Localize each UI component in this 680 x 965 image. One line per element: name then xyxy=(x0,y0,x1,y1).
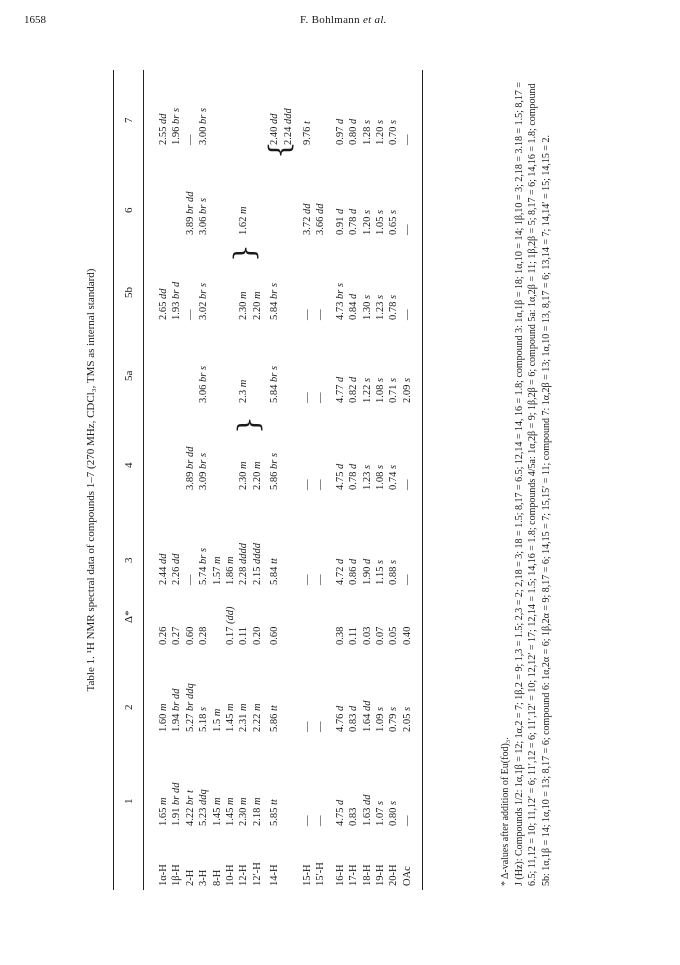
running-head-et-al: et al. xyxy=(362,14,387,26)
table-cell: — xyxy=(302,392,313,403)
table-cell: 0.70 s xyxy=(388,119,400,145)
table-cell: 2.26 dd xyxy=(171,553,183,585)
table-cell: 1.60 m xyxy=(158,703,169,732)
table-cell: 5.84 br s xyxy=(269,365,281,403)
row-label: 12′-H xyxy=(251,862,263,886)
table-cell: 1.15 s xyxy=(375,559,386,585)
table-cell: 9.76 t xyxy=(302,121,313,145)
row-label: 19-H xyxy=(375,864,386,886)
table-cell: 2.30 m xyxy=(238,291,250,320)
table-cell: 1.94 br dd xyxy=(171,688,183,732)
table-cell: 1.62 m xyxy=(238,206,250,235)
table-cell: — xyxy=(315,479,327,490)
table-cell: 0.40 xyxy=(401,626,413,645)
table-cell: 4.72 d xyxy=(334,558,346,585)
table-row xyxy=(211,70,224,890)
table-cell: 1.22 s xyxy=(361,377,373,403)
table-cell: 3.06 br s xyxy=(198,365,210,403)
table-cell: 2.09 s xyxy=(401,377,413,403)
footnote-coupling: J (Hz): Compounds 1/2: 1α,1β = 12; 1α,2 = 7; 1β,2 = 9; 1,3 = 1.5; 2,3 = 2; 2,18 = 3; 18 = 1.5; 8,17 = 6.5; 12,14 = 14, 16 = 1.8; compound 3: 1α,1β = 18; 1α,10 = 14; 1β,10 = 3; 2,18 = 3.18 = 1.5; 8,17 = 6.5; 11,12 = 10; 11,12′ = 6; 11′,12 = 6; 11′,12′ = 10; 12,12′ = 17; 12,14 = 1.5; 14,16 = 1.8; compounds 4/5a: 1α,2β = 9; 1β,2β = 6; compound 5a: 1α,2β = 11; 1β,2β = 5; 8,17 = 6; 14,16 = 1.8; compound 5b: 1α,1β = 14; 1α,10 = 13; 8,17 = 6; compound 6: 1α,2α = 6; 1β,2α = 9; 8,17 = 6; 14,15 = 7; 15,15′ = 11; compound 7: 1α,2β = 13; 1α,10 = 13, 8,17 = 6; 13,14 = 7; 14,14′ = 15; 14,15 = 2. xyxy=(513,81,552,886)
table-cell: 1.90 d xyxy=(361,558,373,585)
table-cell: 2.3 m xyxy=(238,379,250,403)
table-cell: 5.84 br s xyxy=(269,282,281,320)
table-cell: 0.26 xyxy=(158,626,169,645)
column-header: 6 xyxy=(123,207,135,213)
column-header: 5b xyxy=(123,287,135,298)
table-cell: 5.85 tt xyxy=(269,799,281,826)
table-cell: 1.64 dd xyxy=(361,700,373,732)
running-head xyxy=(300,14,387,26)
table-cell: 0.27 xyxy=(171,626,183,645)
table-cell: 1.65 m xyxy=(158,797,169,826)
table-cell: 0.86 d xyxy=(348,558,360,585)
table-cell: — xyxy=(184,574,196,585)
table-row xyxy=(282,70,295,890)
table-cell: 2.31 m xyxy=(238,703,250,732)
table-cell: 2.28 dddd xyxy=(238,543,250,585)
table-cell: 3.00 br s xyxy=(198,107,210,145)
table-cell: 3.09 br s xyxy=(198,452,210,490)
table-cell: 0.79 s xyxy=(388,706,400,732)
row-label: 12-H xyxy=(238,864,250,886)
table-cell: 4.22 br t xyxy=(184,790,196,826)
table-cell: 2.30 m xyxy=(238,461,250,490)
table-cell: 1.09 s xyxy=(375,706,386,732)
table-cell: 5.18 s xyxy=(198,706,210,732)
table-cell: 3.89 br dd xyxy=(184,446,196,490)
table-cell: 0.88 s xyxy=(388,559,400,585)
table-cell: 0.07 xyxy=(375,626,386,645)
table-row xyxy=(301,70,314,890)
table-cell: 0.83 xyxy=(348,807,360,826)
table-cell: 1.30 s xyxy=(361,294,373,320)
table-cell: 0.91 d xyxy=(334,208,346,235)
table-cell: 1.96 br s xyxy=(171,107,183,145)
row-label: 8-H xyxy=(211,869,223,886)
table-bottom-rule xyxy=(422,70,423,890)
table-cell: — xyxy=(401,479,413,490)
footnote-delta: * Δ-values after addition of Eu(fod)₃. xyxy=(500,737,511,886)
table-footnotes xyxy=(499,74,553,886)
table-cell: 5.27 br ddq xyxy=(184,683,196,732)
table-cell: — xyxy=(401,134,413,145)
table-row xyxy=(401,70,414,890)
table-cell: 0.38 xyxy=(334,626,346,645)
table-cell: 0.65 s xyxy=(388,209,400,235)
row-label: 2-H xyxy=(184,869,196,886)
brace-col7-14h: { xyxy=(263,141,297,159)
table-cell: 1.93 br d xyxy=(171,281,183,320)
table-cell: 0.17 (dd) xyxy=(225,606,236,645)
table-cell: 1.5 m xyxy=(211,708,223,732)
table-row xyxy=(184,70,197,890)
table-cell: 1.91 br dd xyxy=(171,782,183,826)
table-cell: — xyxy=(302,574,313,585)
table-row xyxy=(387,70,400,890)
column-header: 1 xyxy=(123,798,135,804)
table-cell: — xyxy=(184,134,196,145)
row-label: 1α-H xyxy=(158,864,169,886)
column-header: 7 xyxy=(123,117,135,123)
row-label: 20-H xyxy=(388,864,400,886)
table-cell: 1.08 s xyxy=(375,377,386,403)
table-cell: 1.08 s xyxy=(375,464,386,490)
table-cell: 0.11 xyxy=(238,627,250,645)
table-cell: 2.24 ddd xyxy=(282,108,294,145)
table-cell: 0.60 xyxy=(269,626,281,645)
table-cell: 5.86 br s xyxy=(269,452,281,490)
table-cell: 2.18 m xyxy=(251,797,263,826)
running-head-authors: F. Bohlmann xyxy=(300,14,360,26)
table-cell: — xyxy=(315,309,327,320)
table-cell: 1.28 s xyxy=(361,119,373,145)
table-cell: 1.45 m xyxy=(211,797,223,826)
table-cell: 1.20 s xyxy=(375,119,386,145)
row-label: OAc xyxy=(401,866,413,886)
rotated-table-block xyxy=(85,70,605,890)
row-label: 14-H xyxy=(269,864,281,886)
table-cell: 1.20 s xyxy=(361,209,373,235)
page-number: 1658 xyxy=(24,14,46,26)
table-cell: 1.86 m xyxy=(225,556,236,585)
table-cell: 3.06 br s xyxy=(198,197,210,235)
table-cell: 5.74 br s xyxy=(198,547,210,585)
table-cell: 0.20 xyxy=(251,626,263,645)
table-cell: — xyxy=(315,815,327,826)
row-label: 15′-H xyxy=(315,862,327,886)
column-header: 3 xyxy=(123,557,135,563)
table-cell: 0.84 d xyxy=(348,293,360,320)
table-row xyxy=(170,70,183,890)
table-cell: — xyxy=(302,479,313,490)
table-cell: 2.20 m xyxy=(251,291,263,320)
table-cell: 0.83 d xyxy=(348,705,360,732)
table-row xyxy=(347,70,360,890)
table-cell: 0.60 xyxy=(184,626,196,645)
table-cell: 0.80 d xyxy=(348,118,360,145)
table-cell: 2.30 m xyxy=(238,797,250,826)
table-cell: 2.55 dd xyxy=(158,113,169,145)
table-cell: 2.20 m xyxy=(251,461,263,490)
table-cell: 0.82 d xyxy=(348,376,360,403)
table-row xyxy=(197,70,210,890)
table-row xyxy=(157,70,170,890)
table-cell: 1.23 s xyxy=(361,464,373,490)
table-top-rule xyxy=(113,70,114,890)
table-cell: 2.22 m xyxy=(251,703,263,732)
row-label: 15-H xyxy=(302,864,313,886)
table-header-rule xyxy=(143,70,144,890)
table-cell: 4.73 br s xyxy=(334,282,346,320)
table-cell: 2.05 s xyxy=(401,706,413,732)
table-cell: 5.23 ddq xyxy=(198,789,210,826)
table-cell: 4.75 d xyxy=(334,799,346,826)
column-header: 4 xyxy=(123,462,135,468)
table-row xyxy=(224,70,237,890)
table-cell: 4.77 d xyxy=(334,376,346,403)
table-cell: 0.28 xyxy=(198,626,210,645)
table-row xyxy=(374,70,387,890)
table-cell: 0.78 d xyxy=(348,208,360,235)
table-row xyxy=(268,70,281,890)
table-cell: — xyxy=(315,574,327,585)
row-label: 17-H xyxy=(348,864,360,886)
table-cell: 3.02 br s xyxy=(198,282,210,320)
table-row xyxy=(314,70,327,890)
table-cell: 0.05 xyxy=(388,626,400,645)
table-cell: 1.05 s xyxy=(375,209,386,235)
table-cell: 0.11 xyxy=(348,627,360,645)
table-cell: 0.78 d xyxy=(348,463,360,490)
table-cell: 1.23 s xyxy=(375,294,386,320)
table-cell: 2.15 dddd xyxy=(251,543,263,585)
table-cell: 3.89 br dd xyxy=(184,191,196,235)
table-cell: — xyxy=(184,309,196,320)
table-cell: — xyxy=(401,309,413,320)
table-cell: — xyxy=(315,392,327,403)
table-cell: 1.63 dd xyxy=(361,794,373,826)
row-label: 1β-H xyxy=(171,864,183,886)
table-cell: — xyxy=(401,574,413,585)
table-cell: 5.86 tt xyxy=(269,705,281,732)
row-label: 3-H xyxy=(198,869,210,886)
table-row xyxy=(361,70,374,890)
column-header: 5a xyxy=(123,370,135,381)
row-label: 10-H xyxy=(225,864,236,886)
table-cell: 0.97 d xyxy=(334,118,346,145)
brace-col4-12h: } xyxy=(232,416,266,434)
table-row xyxy=(334,70,347,890)
table-cell: 0.78 s xyxy=(388,294,400,320)
table-caption: Table 1. ¹H NMR spectral data of compounds 1–7 (270 MHz, CDCl₃, TMS as internal standard) xyxy=(85,268,97,692)
row-label: 16-H xyxy=(334,864,346,886)
table-cell: 2.44 dd xyxy=(158,553,169,585)
table-cell: 1.45 m xyxy=(225,797,236,826)
table-cell: 0.71 s xyxy=(388,377,400,403)
table-cell: 0.03 xyxy=(361,626,373,645)
table-header-row xyxy=(123,70,136,890)
table-cell: 2.40 dd xyxy=(269,113,281,145)
table-cell: 0.74 s xyxy=(388,464,400,490)
table-cell: 5.84 tt xyxy=(269,558,281,585)
table-cell: — xyxy=(401,815,413,826)
column-header: Δ* xyxy=(123,610,135,623)
column-header: 2 xyxy=(123,704,135,710)
table-cell: 1.45 m xyxy=(225,703,236,732)
table-cell: 4.75 d xyxy=(334,463,346,490)
table-cell: 3.72 dd xyxy=(302,203,313,235)
table-cell: 2.65 dd xyxy=(158,288,169,320)
table-cell: — xyxy=(315,721,327,732)
table-row xyxy=(237,70,250,890)
table-cell: 4.76 d xyxy=(334,705,346,732)
brace-col5b-12h: } xyxy=(228,244,262,262)
table-cell: — xyxy=(401,224,413,235)
table-cell: — xyxy=(302,309,313,320)
table-cell: 3.66 dd xyxy=(315,203,327,235)
row-label: 18-H xyxy=(361,864,373,886)
table-row xyxy=(251,70,264,890)
table-cell: 1.57 m xyxy=(211,556,223,585)
table-cell: 0.80 s xyxy=(388,800,400,826)
table-cell: 1.07 s xyxy=(375,800,386,826)
table-cell: — xyxy=(302,721,313,732)
table-cell: — xyxy=(302,815,313,826)
